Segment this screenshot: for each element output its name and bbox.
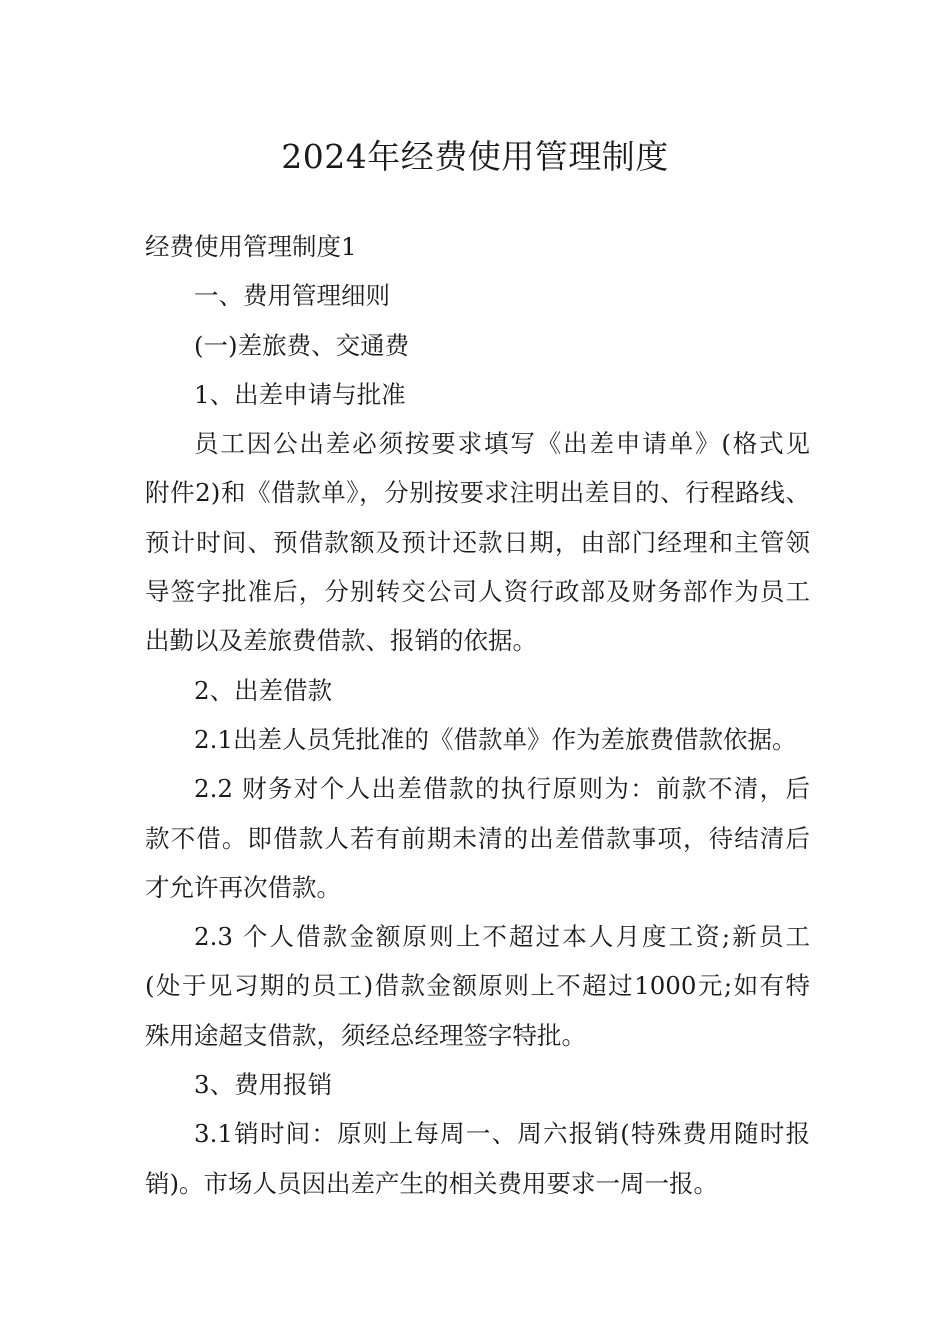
chapter-heading: 一、费用管理细则 <box>194 281 390 311</box>
paragraph-line: 导签字批准后，分别转交公司人资行政部及财务部作为员工 <box>145 577 810 607</box>
item-heading: 2、出差借款 <box>194 675 333 705</box>
item-heading: 3、费用报销 <box>194 1070 333 1100</box>
subsection-heading: (一)差旅费、交通费 <box>194 330 410 360</box>
paragraph-line: 销)。市场人员因出差产生的相关费用要求一周一报。 <box>145 1168 719 1198</box>
paragraph-line: 预计时间、预借款额及预计还款日期，由部门经理和主管领 <box>145 527 810 557</box>
item-heading: 1、出差申请与批准 <box>194 379 406 409</box>
document-body <box>145 222 810 1208</box>
paragraph-line: 2.2 财务对个人出差借款的执行原则为：前款不清，后 <box>194 774 810 804</box>
paragraph-line: 2.3 个人借款金额原则上不超过本人月度工资;新员工 <box>194 922 810 952</box>
paragraph-line: 2.1出差人员凭批准的《借款单》作为差旅费借款依据。 <box>194 724 797 754</box>
paragraph-line: 员工因公出差必须按要求填写《出差申请单》(格式见 <box>194 429 810 459</box>
paragraph-line: 款不借。即借款人若有前期未清的出差借款事项，待结清后 <box>145 823 810 853</box>
paragraph-line: 出勤以及差旅费借款、报销的依据。 <box>145 626 537 656</box>
paragraph-line: 附件2)和《借款单》，分别按要求注明出差目的、行程路线、 <box>145 478 810 508</box>
document-title: 2024年经费使用管理制度 <box>281 137 669 176</box>
paragraph-line: 殊用途超支借款，须经总经理签字特批。 <box>145 1020 586 1050</box>
section-heading: 经费使用管理制度1 <box>145 232 357 261</box>
paragraph-line: 3.1销时间：原则上每周一、周六报销(特殊费用随时报 <box>194 1119 810 1149</box>
paragraph-line: 才允许再次借款。 <box>145 872 341 902</box>
paragraph-line: (处于见习期的员工)借款金额原则上不超过1000元;如有特 <box>145 971 810 1001</box>
